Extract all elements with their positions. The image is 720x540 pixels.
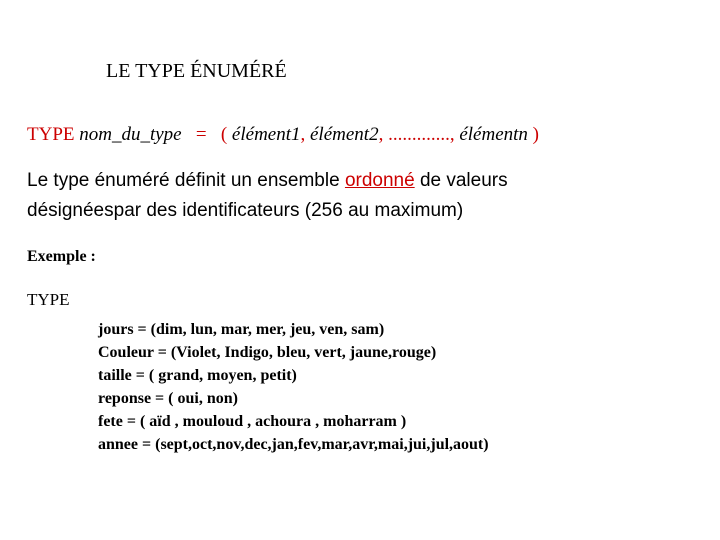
syntax-element-2: élément2	[310, 124, 379, 145]
syntax-definition	[27, 124, 539, 146]
syntax-element-n: élémentn	[459, 124, 528, 145]
declarations-list	[98, 318, 489, 456]
syntax-type-name: nom_du_type	[79, 124, 182, 145]
syntax-separator: ,	[300, 124, 310, 145]
slide-title: LE TYPE ÉNUMÉRÉ	[106, 60, 287, 82]
syntax-ellipsis: , .............,	[378, 124, 460, 145]
description-highlight: ordonné	[344, 170, 415, 191]
syntax-close-paren: )	[527, 124, 539, 145]
declaration-fete: fete = ( aïd , mouloud , achoura , moharram )	[98, 413, 407, 430]
declaration-annee: annee = (sept,oct,nov,dec,jan,fev,mar,avr,mai,jui,jul,aout)	[98, 436, 489, 453]
example-label: Exemple :	[27, 248, 96, 265]
declaration-jours: jours = (dim, lun, mar, mer, jeu, ven, sam)	[98, 321, 385, 338]
syntax-element-1: élément1	[231, 124, 301, 145]
description-line-2: désignéespar des identificateurs (256 au maximum)	[27, 200, 464, 221]
syntax-keyword: TYPE	[27, 124, 80, 145]
syntax-equals: =	[181, 124, 221, 145]
declaration-reponse: reponse = ( oui, non)	[98, 390, 238, 407]
declaration-couleur: Couleur = (Violet, Indigo, bleu, vert, jaune,rouge)	[98, 344, 437, 361]
description-text-before: Le type énuméré définit un ensemble	[27, 170, 345, 191]
syntax-open-paren: (	[220, 124, 232, 145]
description-line-1	[27, 170, 508, 192]
description-text-after: de valeurs	[414, 170, 508, 191]
declaration-taille: taille = ( grand, moyen, petit)	[98, 367, 297, 384]
type-keyword: TYPE	[27, 290, 70, 309]
